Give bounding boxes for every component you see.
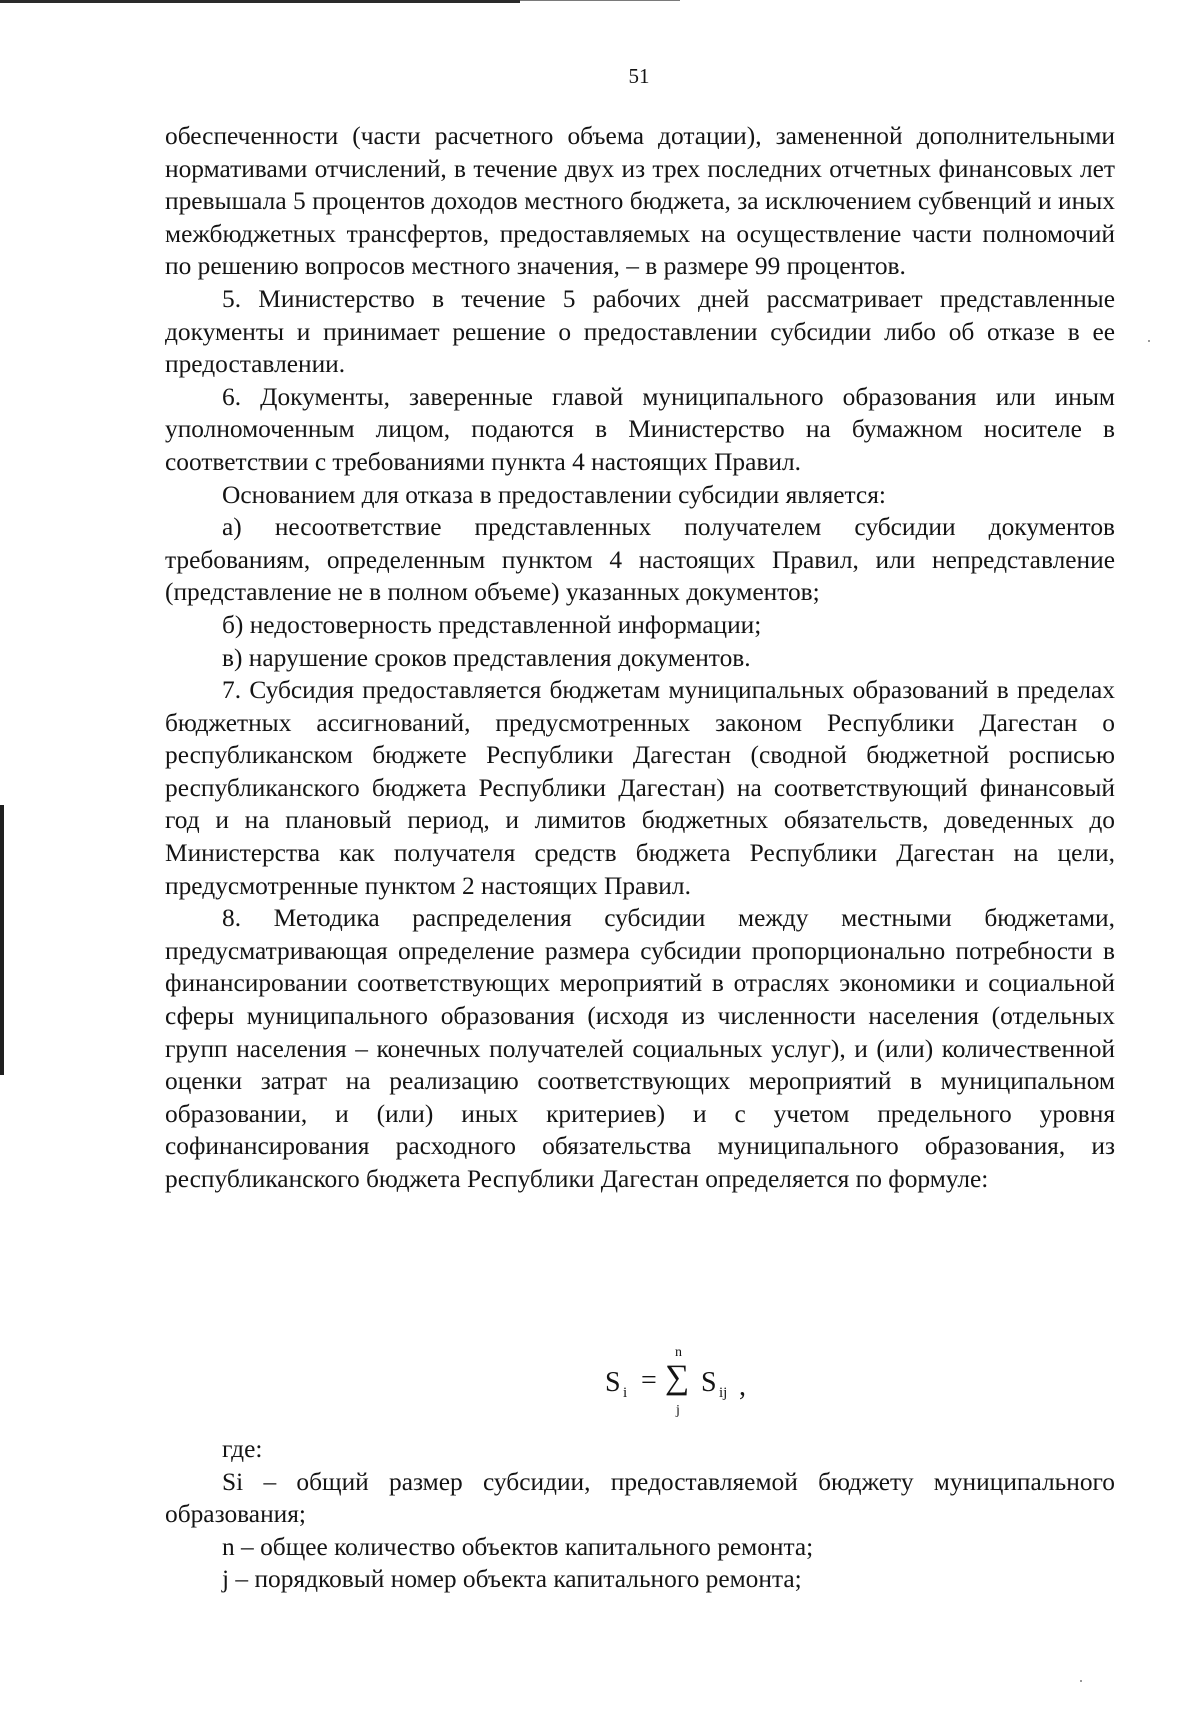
scan-edge-top [0, 0, 520, 3]
paragraph-subitem-b: б) недостоверность представленной информации; [222, 610, 762, 639]
definition-n: n – общее количество объектов капитального ремонта; [222, 1532, 814, 1561]
scan-edge-left [0, 805, 4, 1075]
formula-sum-upper: n [675, 1345, 682, 1360]
formula-lhs-subscript: i [623, 1385, 628, 1401]
subsidy-formula [605, 1345, 785, 1425]
page-number: 51 [628, 64, 650, 88]
definitions [165, 1433, 1115, 1596]
formula-sigma: ∑ [665, 1359, 690, 1396]
paragraph-subitem-v: в) нарушение сроков представления документов. [222, 643, 751, 672]
scan-edge-top-thin [520, 0, 680, 1]
formula-comma: , [739, 1371, 746, 1402]
formula-rhs-subscript: ij [719, 1385, 728, 1401]
definition-si: Si – общий размер субсидии, предоставляемой бюджету муниципального образования; [165, 1467, 1115, 1529]
paragraph-continuation: обеспеченности (части расчетного объема дотации), замененной дополнительными нормативами отчислений, в течение двух из трех последних отчетных финансовых лет превышала 5 процентов доходов местного бюджета, за исключением субвенций и иных межбюджетных трансфертов, предоставляемых на осуществление части полномочий по решению вопросов местного значения, – в размере 99 процентов. [165, 122, 1115, 281]
formula-lhs: S [605, 1367, 621, 1398]
paragraph-item-7: 7. Субсидия предоставляется бюджетам муниципальных образований в пределах бюджетных ассигнований, предусмотренных законом Республики Дагестан о республиканском бюджете Республики Дагестан (сводной бюджетной росписью республиканского бюджета Республики Дагестан) на соответствующий финансовый год и на плановый период, и лимитов бюджетных обязательств, доведенных до Министерства как получателя средств бюджета Республики Дагестан на цели, предусмотренные пунктом 2 настоящих Правил. [165, 676, 1115, 900]
paragraph-subitem-a: а) несоответствие представленных получателем субсидии документов требованиям, определенным пунктом 4 настоящих Правил, или непредставление (представление не в полном объеме) указанных документов; [165, 513, 1115, 607]
formula-rhs: S [701, 1367, 717, 1398]
definitions-intro: где: [222, 1435, 263, 1463]
formula-equals: = [641, 1365, 657, 1396]
paragraph-item-8: 8. Методика распределения субсидии между местными бюджетами, предусматривающая определение размера субсидии пропорционально потребности в финансировании соответствующих мероприятий в отраслях экономики и социальной сферы муниципального образования (исходя из численности населения (отдельных групп населения – конечных получателей социальных услуг), и (или) количественной оценки затрат на реализацию соответствующих мероприятий в муниципальном образовании, и (или) иных критериев) и с учетом предельного уровня софинансирования расходного обязательства муниципального образования, из республиканского бюджета Республики Дагестан определяется по формуле: [165, 904, 1115, 1193]
paragraph-item-5: 5. Министерство в течение 5 рабочих дней рассматривает представленные документы и принимает решение о предоставлении субсидии либо об отказе в ее предоставлении. [165, 284, 1115, 379]
document-body [165, 120, 1115, 1196]
scan-speck [1080, 1680, 1082, 1682]
paragraph-item-6: 6. Документы, заверенные главой муниципального образования или иным уполномоченным лицом, подаются в Министерство на бумажном носителе в соответствии с требованиями пункта 4 настоящих Правил. [165, 382, 1115, 476]
paragraph-refusal-grounds: Основанием для отказа в предоставлении субсидии является: [222, 480, 886, 509]
scan-speck [1148, 340, 1150, 342]
definition-j: j – порядковый номер объекта капитального ремонта; [222, 1565, 802, 1594]
formula-sum-lower: j [676, 1403, 680, 1418]
